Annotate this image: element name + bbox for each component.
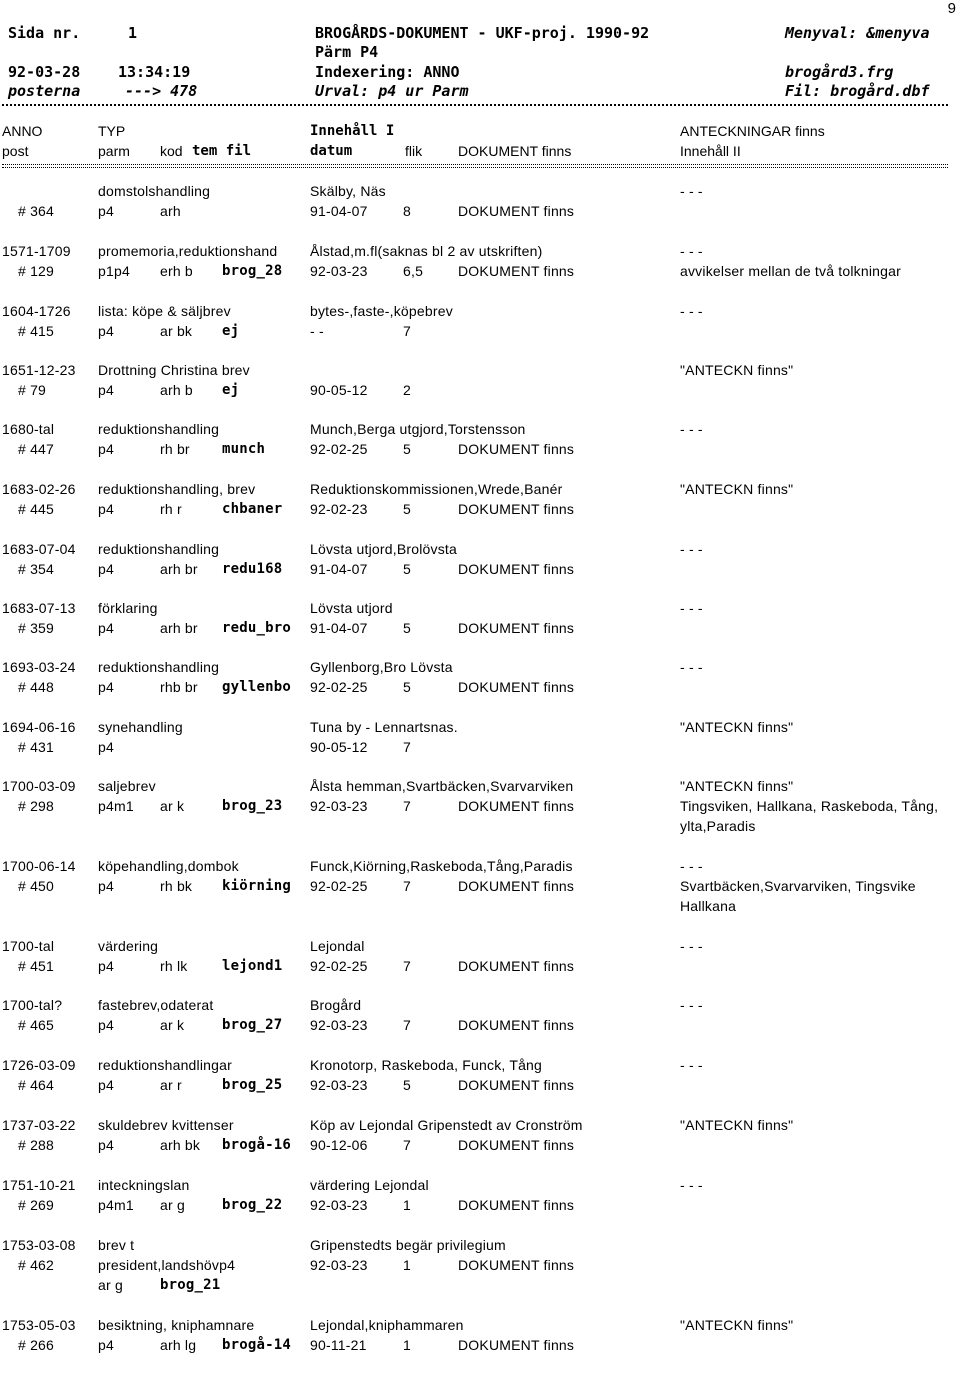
record-anno: 1683-07-13 [2, 600, 76, 616]
record-inn1: Köp av Lejondal Gripenstedt av Cronström [310, 1117, 583, 1133]
record-parm: p4m1 [98, 1197, 134, 1213]
record-flik: 1 [403, 1197, 411, 1213]
record-row [0, 303, 960, 363]
record-parm: p4 [98, 1077, 114, 1093]
record-inn1: Lejondal,kniphammaren [310, 1317, 464, 1333]
data-file: Fil: brogård.dbf [785, 82, 930, 100]
record-datum: 90-11-21 [310, 1337, 367, 1353]
page-number: 9 [947, 0, 956, 17]
record-kod: arh bk [160, 1137, 201, 1153]
record-flik: 7 [403, 958, 411, 974]
record-inn1: Brogård [310, 997, 362, 1013]
record-anno: 1753-03-08 [2, 1237, 76, 1253]
record-kod: ar bk [160, 323, 193, 339]
record-flik: 5 [403, 1077, 411, 1093]
record-typ: värdering [98, 938, 159, 954]
record-parm: p4 [98, 620, 114, 636]
record-typ: köpehandling,dombok [98, 858, 239, 874]
record-tem: brogå-16 [222, 1137, 292, 1153]
record-datum: 92-03-23 [310, 1197, 368, 1213]
record-kod: arh br [160, 561, 198, 577]
record-row [0, 1057, 960, 1117]
record-ant: - - - [680, 243, 703, 259]
record-datum: 92-02-25 [310, 958, 368, 974]
col-anno: ANNO [2, 123, 43, 139]
record-kod: erh b [160, 263, 193, 279]
record-inn1: Lejondal [310, 938, 365, 954]
record-kod: rh r [160, 501, 182, 517]
record-anno: 1651-12-23 [2, 362, 76, 378]
record-ant: - - - [680, 1057, 703, 1073]
record-datum: 92-02-23 [310, 501, 368, 517]
record-datum: 92-03-23 [310, 1017, 368, 1033]
record-ant: - - - [680, 303, 703, 319]
record-flik: 6,5 [403, 263, 424, 279]
record-ant: - - - [680, 600, 703, 616]
record-typ: reduktionshandlingar [98, 1057, 232, 1073]
record-row [0, 1237, 960, 1297]
record-datum: 92-02-25 [310, 679, 368, 695]
record-tem: ej [222, 382, 240, 398]
record-flik: 7 [403, 798, 411, 814]
record-dok: DOKUMENT finns [458, 1257, 575, 1273]
record-tem: brog_27 [222, 1017, 283, 1033]
record-tem: brog_28 [222, 263, 283, 279]
record-post: # 415 [18, 323, 55, 339]
record-row [0, 183, 960, 243]
col-parm: parm [98, 143, 130, 159]
record-anno: 1726-03-09 [2, 1057, 76, 1073]
record-dok: DOKUMENT finns [458, 958, 575, 974]
indexing-label: Indexering: ANNO [315, 63, 460, 81]
col-innehall-2: Innehåll II [680, 143, 741, 159]
record-inn1: Skälby, Näs [310, 183, 386, 199]
posts-label: posterna [8, 82, 81, 100]
record-parm: p4 [98, 561, 114, 577]
record-row [0, 1317, 960, 1377]
record-inn2: avvikelser mellan de två tolkningar [680, 263, 901, 279]
record-row [0, 421, 960, 481]
col-kod: kod [160, 143, 183, 159]
record-kod: rh bk [160, 878, 193, 894]
record-post: # 450 [18, 878, 55, 894]
record-parm: p4 [98, 739, 114, 755]
record-row [0, 858, 960, 918]
record-inn1: Tuna by - Lennartsnas. [310, 719, 458, 735]
record-datum: 91-04-07 [310, 203, 368, 219]
record-flik: 5 [403, 679, 411, 695]
record-inn1: Gripenstedts begär privilegium [310, 1237, 506, 1253]
record-row [0, 243, 960, 303]
page-label: Sida nr. [8, 24, 81, 42]
record-datum: 90-05-12 [310, 739, 368, 755]
record-dok: DOKUMENT finns [458, 561, 575, 577]
record-anno: 1700-tal [2, 938, 55, 954]
record-parm: p1p4 [98, 263, 130, 279]
record-flik: 5 [403, 620, 411, 636]
record-tem: kiörning [222, 878, 292, 894]
form-file: brogård3.frg [785, 63, 894, 81]
record-inn1: Kronotorp, Raskeboda, Funck, Tång [310, 1057, 543, 1073]
page-value: 1 [128, 24, 138, 42]
record-inn2: Svartbäcken,Svarvarviken, Tingsvike [680, 878, 916, 894]
record-tem: brog_22 [222, 1197, 283, 1213]
record-flik: 5 [403, 561, 411, 577]
record-dok: DOKUMENT finns [458, 1017, 575, 1033]
record-ant: - - - [680, 997, 703, 1013]
record-datum: - - [310, 323, 324, 339]
selection-label: Urval: p4 ur Parm [315, 82, 469, 100]
record-post: # 451 [18, 958, 55, 974]
record-typ: reduktionshandling [98, 541, 220, 557]
record-post: # 448 [18, 679, 55, 695]
record-parm: p4 [98, 1337, 114, 1353]
record-anno: 1571-1709 [2, 243, 71, 259]
record-post: # 464 [18, 1077, 55, 1093]
record-datum: 92-03-23 [310, 263, 368, 279]
record-inn1: Funck,Kiörning,Raskeboda,Tång,Paradis [310, 858, 573, 874]
record-extra-tem: brog_21 [160, 1277, 221, 1293]
record-tem: brogå-14 [222, 1337, 292, 1353]
record-typ: promemoria,reduktionshand [98, 243, 278, 259]
record-kod: ar r [160, 1077, 182, 1093]
record-kod: arh [160, 203, 181, 219]
record-post: # 359 [18, 620, 55, 636]
col-dokument: DOKUMENT finns [458, 143, 572, 159]
record-flik: 1 [403, 1337, 411, 1353]
record-datum: 90-12-06 [310, 1137, 368, 1153]
record-parm: p4 [98, 1017, 114, 1033]
record-kod: arh br [160, 620, 198, 636]
record-parm: p4 [98, 878, 114, 894]
record-anno: 1693-03-24 [2, 659, 76, 675]
record-flik: 5 [403, 441, 411, 457]
record-ant: "ANTECKN finns" [680, 719, 794, 735]
record-flik: 2 [403, 382, 411, 398]
record-flik: 5 [403, 501, 411, 517]
record-ant: "ANTECKN finns" [680, 778, 794, 794]
record-anno: 1604-1726 [2, 303, 71, 319]
record-row [0, 719, 960, 779]
record-tem: lejond1 [222, 958, 283, 974]
record-post: # 269 [18, 1197, 55, 1213]
record-anno: 1700-tal? [2, 997, 63, 1013]
record-parm: p4 [98, 679, 114, 695]
record-dok: DOKUMENT finns [458, 1337, 575, 1353]
record-datum: 92-02-25 [310, 441, 368, 457]
record-typ: förklaring [98, 600, 158, 616]
record-post: # 298 [18, 798, 55, 814]
record-tem: brog_23 [222, 798, 283, 814]
record-dok: DOKUMENT finns [458, 1197, 575, 1213]
record-post: # 431 [18, 739, 55, 755]
record-tem: redu_bro [222, 620, 292, 636]
binder-label: Pärm P4 [315, 43, 379, 61]
record-kod: rh lk [160, 958, 188, 974]
record-ant: "ANTECKN finns" [680, 481, 794, 497]
record-post: # 445 [18, 501, 55, 517]
record-kod: ar k [160, 798, 185, 814]
record-tem: ej [222, 323, 240, 339]
record-kod: arh lg [160, 1337, 197, 1353]
record-extra-kod: ar g [98, 1277, 123, 1293]
record-anno: 1683-07-04 [2, 541, 76, 557]
record-typ: inteckningslan [98, 1177, 190, 1193]
record-kod: rhb br [160, 679, 198, 695]
report-date: 92-03-28 [8, 63, 81, 81]
record-ant: - - - [680, 858, 703, 874]
record-flik: 7 [403, 739, 411, 755]
record-post: # 79 [18, 382, 47, 398]
record-parm: p4 [98, 958, 114, 974]
record-typ: domstolshandling [98, 183, 211, 199]
record-row [0, 1177, 960, 1237]
record-post: # 462 [18, 1257, 55, 1273]
record-inn1: Lövsta utjord [310, 600, 393, 616]
record-inn1: Lövsta utjord,Brolövsta [310, 541, 458, 557]
record-inn3: ylta,Paradis [680, 818, 756, 834]
col-flik: flik [405, 143, 423, 159]
record-datum: 92-03-23 [310, 1077, 368, 1093]
record-inn1: värdering Lejondal [310, 1177, 429, 1193]
record-row [0, 997, 960, 1057]
record-parm: p4m1 [98, 798, 134, 814]
record-flik: 7 [403, 323, 411, 339]
record-flik: 1 [403, 1257, 411, 1273]
col-datum: datum [310, 143, 353, 159]
record-typ: synehandling [98, 719, 183, 735]
record-inn2: Tingsviken, Hallkana, Raskeboda, Tång, [680, 798, 939, 814]
record-inn1: Reduktionskommissionen,Wrede,Banér [310, 481, 563, 497]
record-typ: reduktionshandling, brev [98, 481, 256, 497]
record-anno: 1753-05-03 [2, 1317, 76, 1333]
record-datum: 90-05-12 [310, 382, 368, 398]
record-row [0, 659, 960, 719]
record-dok: DOKUMENT finns [458, 501, 575, 517]
record-anno: 1683-02-26 [2, 481, 76, 497]
record-inn1: Ålstad,m.fl(saknas bl 2 av utskriften) [310, 243, 543, 259]
record-inn1: Gyllenborg,Bro Lövsta [310, 659, 453, 675]
record-tem: redu168 [222, 561, 283, 577]
col-innehall-1: Innehåll I [310, 123, 395, 139]
record-row [0, 778, 960, 838]
record-row [0, 362, 960, 422]
record-tem: brog_25 [222, 1077, 283, 1093]
record-ant: - - - [680, 183, 703, 199]
col-anteckningar: ANTECKNINGAR finns [680, 123, 825, 139]
record-anno: 1700-03-09 [2, 778, 76, 794]
record-dok: DOKUMENT finns [458, 878, 575, 894]
record-row [0, 481, 960, 541]
col-post: post [2, 143, 29, 159]
record-typ: Drottning Christina brev [98, 362, 250, 378]
record-inn1: bytes-,faste-,köpebrev [310, 303, 453, 319]
record-post: # 129 [18, 263, 55, 279]
record-dok: DOKUMENT finns [458, 620, 575, 636]
col-tem-fil: tem fil [192, 143, 252, 159]
record-dok: DOKUMENT finns [458, 798, 575, 814]
column-divider [2, 164, 948, 168]
record-typ: reduktionshandling [98, 421, 220, 437]
record-tem: gyllenbo [222, 679, 292, 695]
report-time: 13:34:19 [118, 63, 191, 81]
record-typ: skuldebrev kvittenser [98, 1117, 234, 1133]
record-parm: p4 [98, 501, 114, 517]
record-tem: chbaner [222, 501, 283, 517]
record-dok: DOKUMENT finns [458, 1077, 575, 1093]
record-typ: lista: köpe & säljbrev [98, 303, 231, 319]
header-divider [2, 104, 948, 106]
record-parm: p4 [98, 1137, 114, 1153]
record-typ: besiktning, kniphamnare [98, 1317, 255, 1333]
record-typ: fastebrev,odaterat [98, 997, 214, 1013]
record-kod: arh b [160, 382, 193, 398]
record-flik: 7 [403, 1137, 411, 1153]
record-post: # 354 [18, 561, 55, 577]
record-typ: brev t [98, 1237, 135, 1253]
record-dok: DOKUMENT finns [458, 263, 575, 279]
record-inn3: Hallkana [680, 898, 737, 914]
record-row [0, 938, 960, 998]
record-row [0, 600, 960, 660]
record-dok: DOKUMENT finns [458, 679, 575, 695]
record-inn1: Ålsta hemman,Svartbäcken,Svarvarviken [310, 778, 574, 794]
record-parm: p4 [98, 323, 114, 339]
record-typ: reduktionshandling [98, 659, 220, 675]
record-inn1: Munch,Berga utgjord,Torstensson [310, 421, 526, 437]
record-anno: 1694-06-16 [2, 719, 76, 735]
record-datum: 91-04-07 [310, 620, 368, 636]
record-dok: DOKUMENT finns [458, 203, 575, 219]
record-ant: - - - [680, 938, 703, 954]
posts-count: ---> 478 [125, 82, 198, 100]
record-flik: 7 [403, 878, 411, 894]
record-row [0, 541, 960, 601]
record-tem: munch [222, 441, 266, 457]
record-post: # 288 [18, 1137, 55, 1153]
record-ant: "ANTECKN finns" [680, 362, 794, 378]
record-datum: 91-04-07 [310, 561, 368, 577]
record-datum: 92-03-23 [310, 798, 368, 814]
record-kod: ar g [160, 1197, 185, 1213]
record-row [0, 1117, 960, 1177]
col-typ: TYP [98, 123, 126, 139]
record-parm: p4 [98, 382, 114, 398]
record-datum: 92-03-23 [310, 1257, 368, 1273]
menu-choice: Menyval: &menyva [785, 24, 930, 42]
record-flik: 7 [403, 1017, 411, 1033]
record-ant: "ANTECKN finns" [680, 1317, 794, 1333]
record-ant: - - - [680, 1177, 703, 1193]
record-anno: 1680-tal [2, 421, 55, 437]
record-post: # 266 [18, 1337, 55, 1353]
record-parm: p4 [98, 203, 114, 219]
record-post: # 465 [18, 1017, 55, 1033]
record-kod: rh br [160, 441, 190, 457]
record-datum: 92-02-25 [310, 878, 368, 894]
record-flik: 8 [403, 203, 411, 219]
record-ant: - - - [680, 541, 703, 557]
record-ant: - - - [680, 659, 703, 675]
record-ant: - - - [680, 421, 703, 437]
record-post: # 364 [18, 203, 55, 219]
record-ant: "ANTECKN finns" [680, 1117, 794, 1133]
record-typ: saljebrev [98, 778, 156, 794]
record-anno: 1751-10-21 [2, 1177, 76, 1193]
document-title: BROGÅRDS-DOKUMENT - UKF-proj. 1990-92 [315, 24, 650, 42]
record-dok: DOKUMENT finns [458, 441, 575, 457]
record-parm: president,landshövp4 [98, 1257, 236, 1273]
record-anno: 1700-06-14 [2, 858, 76, 874]
record-anno: 1737-03-22 [2, 1117, 76, 1133]
record-parm: p4 [98, 441, 114, 457]
record-dok: DOKUMENT finns [458, 1137, 575, 1153]
record-kod: ar k [160, 1017, 185, 1033]
record-post: # 447 [18, 441, 55, 457]
